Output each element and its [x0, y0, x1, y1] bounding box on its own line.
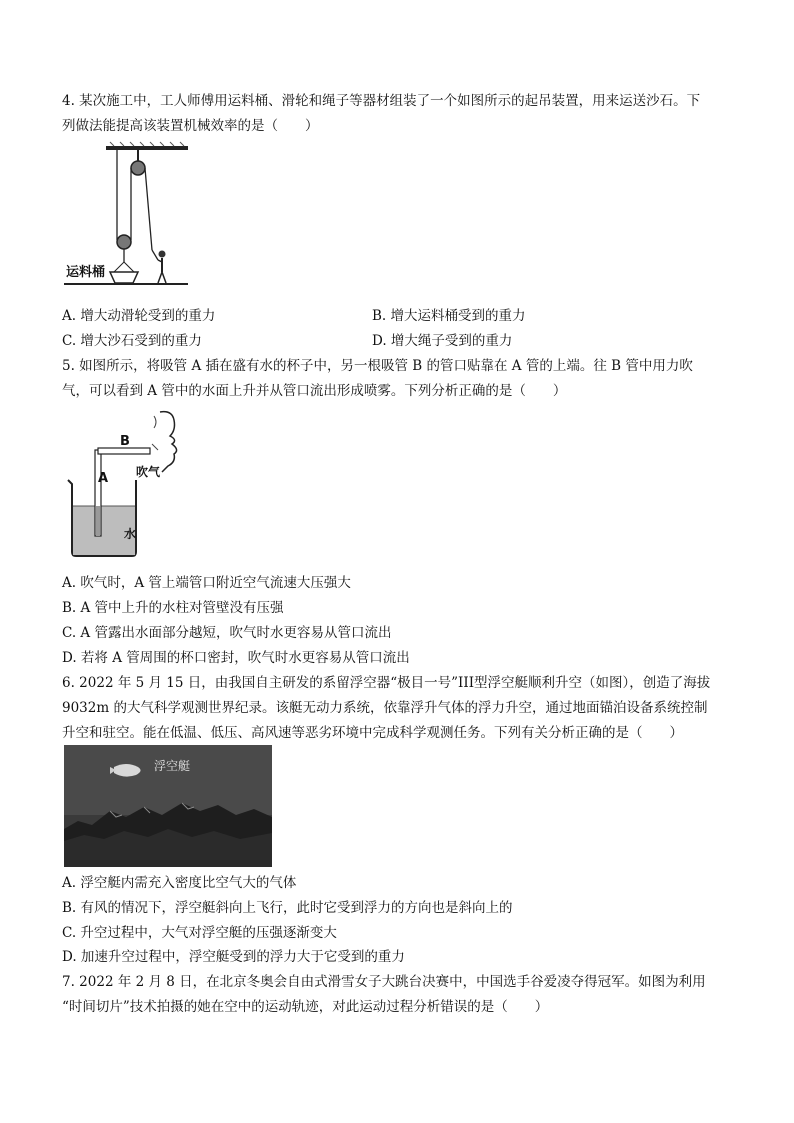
q5-stem-line-1: 5. 如图所示，将吸管 A 插在盛有水的杯子中，另一根吸管 B 的管口贴靠在 A 管的上端。往 B 管中用力吹 — [62, 358, 693, 374]
q6-option-d: D. 加速升空过程中，浮空艇受到的浮力大于它受到的重力 — [62, 949, 405, 965]
q6-stem-line-3: 升空和驻空。能在低温、低压、高风速等恶劣环境中完成科学观测任务。下列有关分析正确的是（ ） — [62, 725, 683, 741]
q4-option-c: C. 增大沙石受到的重力 — [62, 333, 202, 349]
q6-option-b: B. 有风的情况下，浮空艇斜向上飞行，此时它受到浮力的方向也是斜向上的 — [62, 900, 513, 916]
q7-stem-line-1: 7. 2022 年 2 月 8 日，在北京冬奥会自由式滑雪女子大跳台决赛中，中国选手谷爱凌夺得冠军。如图为利用 — [62, 974, 706, 990]
q4-stem-line-1: 4. 某次施工中，工人师傅用运料桶、滑轮和绳子等器材组装了一个如图所示的起吊装置，用来运送沙石。下 — [62, 93, 701, 109]
q4-option-d: D. 增大绳子受到的重力 — [372, 333, 513, 349]
q6-stem-line-2: 9032m 的大气科学观测世界纪录。该艇无动力系统，依靠浮升气体的浮力升空，通过地面锚泊设备系统控制 — [62, 700, 708, 716]
q5-option-c: C. A 管露出水面部分越短，吹气时水更容易从管口流出 — [62, 625, 392, 641]
q5-label-water: 水 — [124, 527, 137, 541]
q4-pulley-figure — [62, 140, 192, 312]
q5-option-a: A. 吹气时，A 管上端管口附近空气流速大压强大 — [62, 575, 351, 591]
q6-option-a: A. 浮空艇内需充入密度比空气大的气体 — [62, 875, 297, 891]
q6-option-c: C. 升空过程中，大气对浮空艇的压强逐渐变大 — [62, 925, 337, 941]
q5-stem-line-2: 气，可以看到 A 管中的水面上升并从管口流出形成喷雾。下列分析正确的是（ ） — [62, 383, 567, 399]
q5-label-a: A — [98, 471, 109, 486]
q6-stem-line-1: 6. 2022 年 5 月 15 日，由我国自主研发的系留浮空器“极目一号”III型浮空艇顺利升空（如图），创造了海拔 — [62, 675, 711, 691]
q5-option-d: D. 若将 A 管周围的杯口密封，吹气时水更容易从管口流出 — [62, 650, 410, 666]
q5-label-b: B — [120, 434, 130, 449]
q4-option-b: B. 增大运料桶受到的重力 — [372, 308, 526, 324]
q4-figure-label: 运料桶 — [66, 265, 106, 280]
q7-stem-line-2: “时间切片”技术拍摄的她在空中的运动轨迹，对此运动过程分析错误的是（ ） — [62, 999, 549, 1015]
q6-photo-label: 浮空艇 — [154, 759, 191, 773]
q4-stem-line-2: 列做法能提高该装置机械效率的是（ ） — [62, 118, 319, 134]
q5-straw-figure — [62, 408, 202, 560]
q5-option-b: B. A 管中上升的水柱对管壁没有压强 — [62, 600, 284, 616]
q6-airship-photo — [64, 745, 272, 867]
q5-label-blow: 吹气 — [136, 465, 161, 479]
q4-option-a: A. 增大动滑轮受到的重力 — [62, 308, 216, 324]
